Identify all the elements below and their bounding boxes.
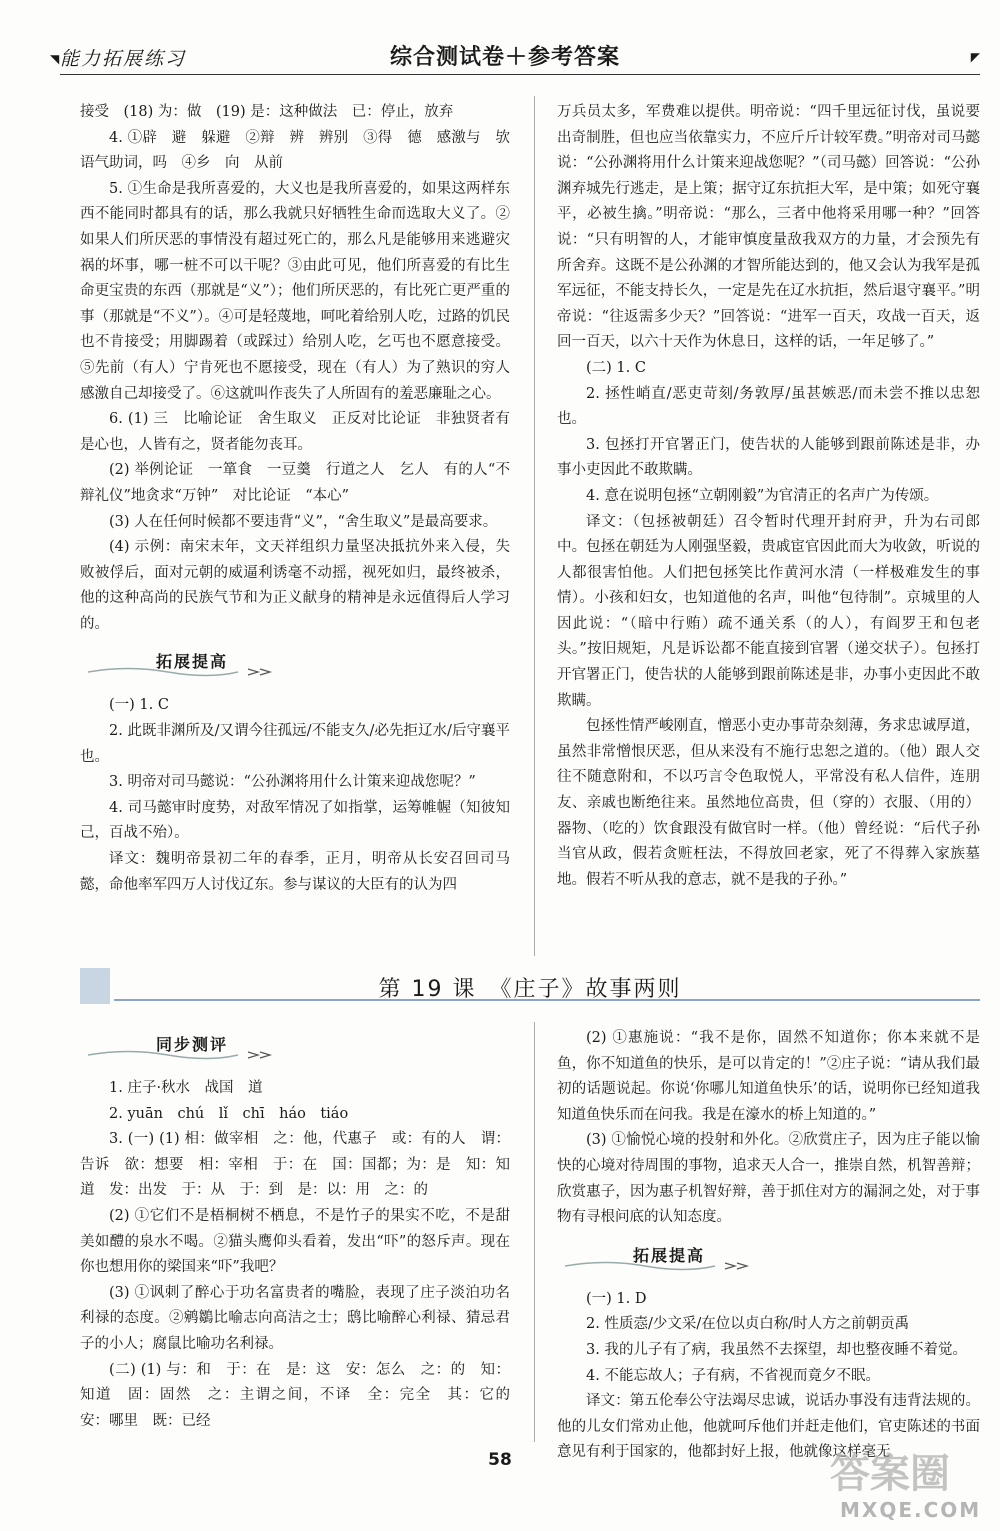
answer-line: 3. 我的儿子有了病，我虽然不去探望，却也整夜睡不着觉。 xyxy=(586,1341,967,1358)
answer-line: 5. ①生命是我所喜爱的，大义也是我所喜爱的，如果这两样东西不能同时都具有的话，那么我就只好牺牲生命而选取大义了。②如果人们所厌恶的事情没有超过死亡的，那么凡是能够用来逃避灾祸的坏事，哪一桩不可以干呢？③由此可见，他们所喜爱的有比生命更宝贵的东西（那就是“义”）；他们所厌恶的，有比死亡更严重的事（那就是“不义”）。④可是轻蔑地，呵叱着给别人吃，过路的饥民也不肯接受；用脚踢着（或踩过）给别人吃，乞丐也不愿意接受。⑤先前（有人）宁肯死也不愿接受，现在（有人）为了熟识的穷人感激自己却接受了。⑥这就叫作丧失了人所固有的羞恶廉耻之心。 xyxy=(80,180,510,402)
answer-line: 6. (1) 三 比喻论证 舍生取义 正反对比论证 非独贤者有是心也，人皆有之，贤者能勿丧耳。 xyxy=(80,411,510,453)
section-title: 拓展提高 xyxy=(633,1245,706,1265)
bottom-right-column xyxy=(557,1026,980,1466)
answer-line: (3) 人在任何时候都不要违背“义”，“舍生取义”是最高要求。 xyxy=(109,513,498,530)
section-heading-extension xyxy=(557,1237,980,1281)
page-header xyxy=(50,40,980,74)
answer-line: (2) ①惠施说：“我不是你，固然不知道你；你本来就不是鱼，你不知道鱼的快乐，是可以肯定的！”②庄子说：“请从我们最初的话题说起。你说‘你哪儿知道鱼快乐’的话，说明你已经知道我知道鱼快乐而在问我。我是在濠水的桥上知道的。” xyxy=(557,1030,980,1123)
lesson-title-band xyxy=(80,968,980,1004)
answer-line: 4. 意在说明包拯“立朝刚毅”为官清正的名声广为传颂。 xyxy=(586,487,939,504)
answer-line: 译文：第五伦奉公守法竭尽忠诚，说话办事没有违背法规的。他的儿女们常劝止他，他就呵斥他们并赶走他们，官吏陈述的书面意见有利于国家的，他都封好上报，他就像这样毫无 xyxy=(557,1393,980,1461)
answer-line: 译文：魏明帝景初二年的春季，正月，明帝从长安召回司马懿，命他率军四万人讨伐辽东。参与谋议的大臣有的认为四 xyxy=(80,851,510,893)
answer-line: 3. 包拯打开官署正门，使告状的人能够到跟前陈述是非，办事小吏因此不敢欺瞒。 xyxy=(557,436,980,479)
answer-line: 4. 司马懿审时度势，对敌军情况了如指掌，运筹帷幄（知彼知己，百战不殆）。 xyxy=(80,799,510,842)
top-left-column xyxy=(80,100,525,898)
section-heading-sync xyxy=(80,1026,510,1070)
answer-line: (2) 举例论证 一箪食 一豆羹 行道之人 乞人 有的人“不辩礼仪”地贪求“万钟” 对比论证 “本心” xyxy=(80,462,510,504)
lesson-title: 第 19 课 《庄子》故事两则 xyxy=(378,977,682,1002)
answer-line: 2. 性质悫/少文采/在位以贞白称/时人方之前朝贡禹 xyxy=(586,1316,910,1333)
answer-line: 接受 (18) 为：做 (19) 是：这种做法 已：停止，放弃 xyxy=(80,104,454,120)
section-title: 拓展提高 xyxy=(156,652,229,672)
answer-line: 3. (一) (1) 相：做宰相 之：他，代惠子 或：有的人 谓：告诉 欲：想要 相：宰相 于：在 国：国都；为：是 知：知道 发：出发 于：从 于：到 是：以：用 之：的 xyxy=(80,1131,510,1199)
answer-line: 4. 不能忘故人；子有病，不省视而竟夕不眠。 xyxy=(586,1367,880,1384)
answer-line: (一) 1. D xyxy=(586,1290,647,1307)
top-right-column xyxy=(557,100,980,893)
watermark-domain: MXQE.COM xyxy=(840,1498,982,1522)
watermark-logo-text: 答案圈 xyxy=(830,1451,950,1497)
section-title: 同步测评 xyxy=(156,1035,229,1054)
header-arrow-icon: ◥ xyxy=(50,52,60,66)
page-number: 58 xyxy=(488,1450,512,1470)
answer-line: 2. 拯性峭直/恶吏苛刻/务敦厚/虽甚嫉恶/而未尝不推以忠恕也。 xyxy=(557,385,980,428)
answer-line: (二) 1. C xyxy=(586,359,646,376)
header-rule xyxy=(60,74,980,75)
column-divider-bottom xyxy=(534,1022,535,1442)
answer-line: (2) ①它们不是梧桐树不栖息，不是竹子的果实不吃，不是甜美如醴的泉水不喝。②猫头鹰仰头看着，发出“吓”的怒斥声。现在你也想用你的梁国来“吓”我吧？ xyxy=(80,1207,510,1276)
answer-line: 2. 此既非渊所及/又谓今往孤远/不能支久/必先拒辽水/后守襄平也。 xyxy=(80,723,510,765)
watermark-logo xyxy=(830,1440,990,1526)
answer-line: 译文：（包拯被朝廷）召令暂时代理开封府尹，升为右司郎中。包拯在朝廷为人刚强坚毅，贵戚宦官因此而大为收敛，听说的人都很害怕他。人们把包拯笑比作黄河水清（一样极难发生的事情）。小孩和妇女，也知道他的名声，叫他“包待制”。京城里的人因此说：“（暗中行贿）疏不通关系（的人），有阎罗王和包老头。”按旧规矩，凡是诉讼都不能直接到官署（递交状子）。包拯打开官署正门，使告状的人能够到跟前陈述是非，办事小吏因此不敢欺瞒。 xyxy=(557,513,980,709)
answer-line: (3) ①讽刺了醉心于功名富贵者的嘴脸，表现了庄子淡泊功名利禄的态度。②鹓鶵比喻志向高洁之士；鸱比喻醉心利禄、猜忌君子的小人；腐鼠比喻功名利禄。 xyxy=(80,1284,510,1352)
answer-line: 包拯性情严峻刚直，憎恶小吏办事苛杂刻薄，务求忠诚厚道，虽然非常憎恨厌恶，但从来没有不施行忠恕之道的。（他）跟人交往不随意附和，不以巧言令色取悦人，平常没有私人信件，连朋友、亲戚也断绝往来。虽然地位高贵，但（穿的）衣服、（用的）器物、（吃的）饮食跟没有做官时一样。（他）曾经说：“后代子孙当官从政，假若贪赃枉法，不得放回老家，死了不得葬入家族墓地。假若不听从我的意志，就不是我的子孙。” xyxy=(557,718,980,888)
answer-line: (一) 1. C xyxy=(109,697,169,714)
answer-line: 4. ①辟 避 躲避 ②辩 辨 辨别 ③得 德 感激与 欤 语气助词，吗 ④乡 向 从前 xyxy=(80,129,525,172)
answer-line: 万兵员太多，军费难以提供。明帝说：“四千里远征讨伐，虽说要出奇制胜，但也应当依靠实力，不应斤斤计较军费。”明帝对司马懿说：“公孙渊将用什么计策来迎战您呢？”（司马懿）回答说：“公孙渊弃城先行逃走，是上策；据守辽东抗拒大军，是中策；如死守襄平，必被生擒。”明帝说：“那么，三者中他将采用哪一种？”回答说：“只有明智的人，才能审慎度量敌我双方的力量，才会预先有所舍弃。这既不是公孙渊的才智所能达到的，他又会认为我军是孤军远征，不能支持长久，一定是先在辽水抗拒，然后退守襄平。”明帝说：“往返需多少天？”回答说：“进军一百天，攻战一百天，返回一百天，以六十天作为休息日，这样的话，一年足够了。” xyxy=(557,104,980,351)
answer-line: (3) ①愉悦心境的投射和外化。②欣赏庄子，因为庄子能以愉快的心境对待周围的事物，追求天人合一，推崇自然，机智善辩；欣赏惠子，因为惠子机智好辩，善于抓住对方的漏洞之处，对于事物有寻根问底的认知态度。 xyxy=(557,1132,980,1226)
header-corner-icon: ◤ xyxy=(970,50,980,64)
column-divider-top xyxy=(534,96,535,956)
answer-line: 2. yuān chú lǐ chī háo tiáo xyxy=(109,1105,349,1122)
header-left-title: 能力拓展练习 xyxy=(60,48,187,70)
bottom-left-column xyxy=(80,1026,525,1434)
answer-line: (4) 示例：南宋末年，文天祥组织力量坚决抵抗外来入侵，失败被俘后，面对元朝的威逼利诱毫不动摇，视死如归，最终被杀，他的这种高尚的民族气节和为正义献身的精神是永远值得后人学习的。 xyxy=(80,539,510,632)
header-center-title: 综合测试卷＋参考答案 xyxy=(390,45,621,70)
section-heading-extension xyxy=(80,643,510,687)
answer-line: (二) (1) 与：和 于：在 是：这 安：怎么 之：的 知：知道 固：固然 之：主谓之间，不译 全：完全 其：它的 安：哪里 既：已经 xyxy=(80,1361,525,1429)
answer-line: 1. 庄子·秋水 战国 道 xyxy=(109,1080,263,1096)
answer-line: 3. 明帝对司马懿说：“公孙渊将用什么计策来迎战您呢？” xyxy=(109,774,476,791)
